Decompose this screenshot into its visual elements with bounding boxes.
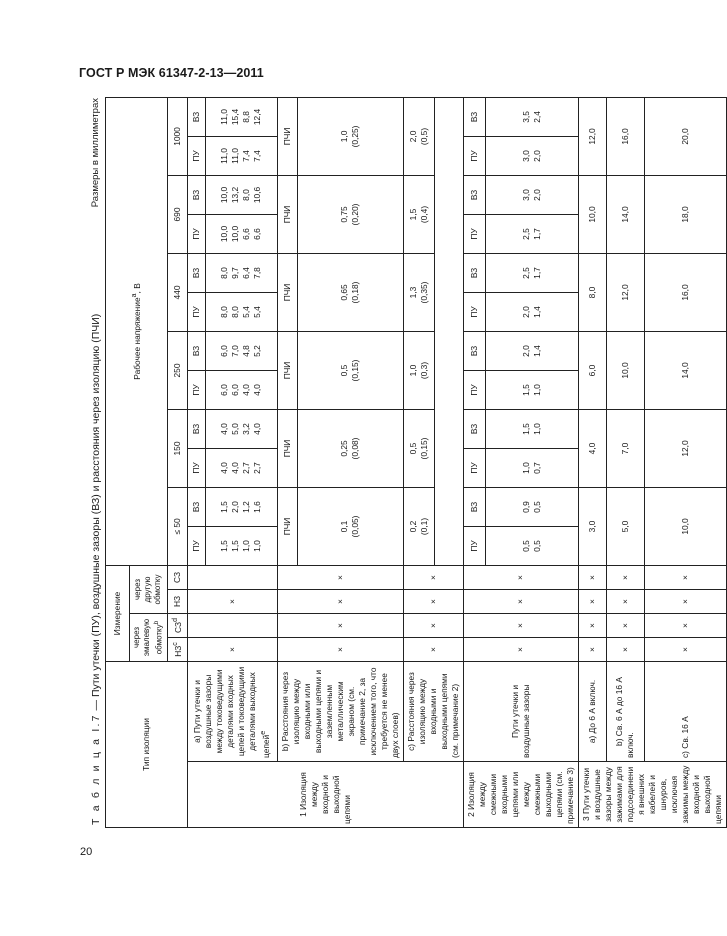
row-3c-val-2: 14,0 (644, 331, 726, 409)
header-sz-2: СЗ (167, 565, 187, 589)
table-row (187, 97, 205, 827)
row-2-pu-5: 3,0 2,0 (486, 136, 579, 175)
row-2-sub-pu-2: ПУ (463, 370, 485, 409)
sz-sup: d (172, 618, 180, 622)
row-2-nz: × (463, 637, 578, 661)
row-1a-sub-vz-0: ВЗ (187, 487, 205, 526)
row-2-sub-pu-4: ПУ (463, 214, 485, 253)
row-1b-val-3: 0,65 (0,18) (297, 253, 403, 331)
row-2-vz-5: 3,5 2,4 (486, 97, 579, 136)
row-1a-sub-pu-0: ПУ (187, 526, 205, 565)
row-3c-sz2: × (644, 565, 726, 589)
row-1a-vz-2: 6,0 7,0 4,8 5,2 (205, 331, 277, 370)
row-2-pu-0: 0,5 0,5 (486, 526, 579, 565)
row-2-pu-3: 2,0 1,4 (486, 292, 579, 331)
row-3c-nz: × (644, 637, 726, 661)
row-3c-sz: × (644, 613, 726, 637)
row-1a-sub-pu-1: ПУ (187, 448, 205, 487)
group-1-label: 1 Изоляция между входной и выходной цепями (187, 762, 463, 828)
row-1c-label: с) Расстояния через изоляцию между входными и выходными цепями (см. примечание 2) (403, 661, 463, 761)
row-2-sub-pu-5: ПУ (463, 136, 485, 175)
row-1b-pchi-1: ПЧИ (277, 409, 297, 487)
rotated-table-area (88, 98, 723, 828)
row-1c-val-3: 1,3 (0,35) (403, 253, 435, 331)
row-1b-pchi-2: ПЧИ (277, 331, 297, 409)
row-1a-vz-1: 4,0 5,0 3,2 4,0 (205, 409, 277, 448)
row-1a-nz: × (187, 637, 277, 661)
row-2-vz-4: 3,0 2,0 (486, 175, 579, 214)
row-3a-val-5: 12,0 (578, 97, 606, 175)
row-2-vz-0: 0,9 0,5 (486, 487, 579, 526)
row-1b-nz2: × (277, 589, 403, 613)
group-3-label: 3 Пути утечки и воздушные зазоры между зажимами для подсоединения внешних кабелей и шнуров, исключая зажимы между входной и выходной цепями (578, 762, 726, 828)
row-3c-nz2: × (644, 589, 726, 613)
header-voltage-0: ≤ 50 (167, 487, 187, 565)
voltage-label: Рабочее напряжение (132, 297, 143, 380)
row-1c-val-2: 1,0 (0,3) (403, 331, 435, 409)
row-2-vz-2: 2,0 1,4 (486, 331, 579, 370)
row-1b-val-1: 0,25 (0,08) (297, 409, 403, 487)
row-3a-val-4: 10,0 (578, 175, 606, 253)
row-1a-sub-pu-2: ПУ (187, 370, 205, 409)
row-3a-nz2: × (578, 589, 606, 613)
row-2-vz-1: 1,5 1,0 (486, 409, 579, 448)
voltage-unit: , В (132, 283, 143, 294)
row-2-label: Пути утечки и воздушные зазоры (463, 661, 578, 761)
row-2-sz: × (463, 613, 578, 637)
header-nz (167, 637, 187, 661)
header-row-1 (106, 97, 130, 827)
row-1a-text: а) Пути утечки и воздушные зазоры между токоведущими деталями входных цепей и токоведущими деталями выходных цепей (192, 666, 272, 758)
table-row (578, 97, 606, 827)
nz-sup: c (172, 642, 180, 646)
row-3c-label: с) Св. 16 А (644, 661, 726, 761)
row-3b-sz: × (606, 613, 644, 637)
row-1c-nz: × (403, 637, 463, 661)
row-1a-sub-pu-5: ПУ (187, 136, 205, 175)
header-voltage-2: 250 (167, 331, 187, 409)
row-3a-val-2: 6,0 (578, 331, 606, 409)
header-insulation-type: Тип изоляции (106, 661, 188, 827)
row-1a-sub-vz-4: ВЗ (187, 175, 205, 214)
enamel-label: через эмалевую обмотку (132, 618, 164, 657)
row-1a-sz (187, 613, 277, 637)
header-voltage-3: 440 (167, 253, 187, 331)
row-1c-val-1: 0,5 (0,15) (403, 409, 435, 487)
enamel-sup: b (153, 620, 160, 625)
row-1a-vz-5: 11,0 15,4 8,8 12,4 (205, 97, 277, 136)
row-3c-val-4: 18,0 (644, 175, 726, 253)
row-1b-pchi-3: ПЧИ (277, 253, 297, 331)
row-3c-val-1: 12,0 (644, 409, 726, 487)
row-3b-val-5: 16,0 (606, 97, 644, 175)
row-2-sub-pu-3: ПУ (463, 292, 485, 331)
row-1b-sz2: × (277, 565, 403, 589)
table-row (644, 97, 726, 827)
row-2-sub-pu-0: ПУ (463, 526, 485, 565)
row-1b-val-0: 0,1 (0,05) (297, 487, 403, 565)
row-1c-nz2: × (403, 589, 463, 613)
row-3a-val-3: 8,0 (578, 253, 606, 331)
row-2-nz2: × (463, 589, 578, 613)
row-1a-sup: e (260, 730, 268, 735)
table-row (277, 97, 297, 827)
header-sz (167, 613, 187, 637)
row-3b-sz2: × (606, 565, 644, 589)
rotated-content (88, 98, 723, 828)
units-note: Размеры в миллиметрах (90, 98, 101, 208)
row-3b-nz2: × (606, 589, 644, 613)
row-1c-val-4: 1,5 (0,4) (403, 175, 435, 253)
row-1a-sub-pu-4: ПУ (187, 214, 205, 253)
row-3c-val-0: 10,0 (644, 487, 726, 565)
table-caption (90, 314, 102, 825)
voltage-sup: a (131, 293, 139, 298)
row-3c-val-5: 20,0 (644, 97, 726, 175)
row-1a-label (187, 661, 277, 761)
row-1a-sub-vz-5: ВЗ (187, 97, 205, 136)
row-1a-pu-3: 8,0 8,0 5,4 5,4 (205, 292, 277, 331)
header-nz-2: НЗ (167, 589, 187, 613)
row-1b-val-4: 0,75 (0,20) (297, 175, 403, 253)
row-2-sz2: × (463, 565, 578, 589)
row-1a-pu-5: 11,0 11,0 7,4 7,4 (205, 136, 277, 175)
row-1b-label: b) Расстояния через изоляцию между входными или выходными цепями и заземленным металлическим экраном (см. примечание 2, за исключением того, что требуется не менее двух слоев) (277, 661, 403, 761)
row-1b-val-2: 0,5 (0,15) (297, 331, 403, 409)
caption-text: — Пути утечки (ПУ), воздушные зазоры (ВЗ) и расстояния через изоляцию (ПЧИ) (90, 313, 102, 714)
row-1a-sub-vz-2: ВЗ (187, 331, 205, 370)
row-1c-val-5: 2,0 (0,5) (403, 97, 435, 175)
header-voltage-4: 690 (167, 175, 187, 253)
row-1a-vz-0: 1,5 2,0 1,2 1,6 (205, 487, 277, 526)
row-2-sub-vz-2: ВЗ (463, 331, 485, 370)
row-1a-nz2: × (187, 589, 277, 613)
row-1c-spacer (435, 97, 463, 565)
row-3a-sz: × (578, 613, 606, 637)
caption-prefix: Т а б л и ц а I.7 (90, 713, 102, 825)
row-3b-nz: × (606, 637, 644, 661)
row-3a-label: а) До 6 А включ. (578, 661, 606, 761)
row-3b-val-0: 5,0 (606, 487, 644, 565)
row-1b-pchi-5: ПЧИ (277, 97, 297, 175)
row-2-sub-vz-3: ВЗ (463, 253, 485, 292)
row-1c-sz: × (403, 613, 463, 637)
row-3b-val-1: 7,0 (606, 409, 644, 487)
row-3c-val-3: 16,0 (644, 253, 726, 331)
row-1a-pu-0: 1,5 1,5 1,0 1,0 (205, 526, 277, 565)
header-voltage-1: 150 (167, 409, 187, 487)
header-enamel-winding (130, 613, 168, 661)
row-2-sub-vz-4: ВЗ (463, 175, 485, 214)
row-1a-sub-vz-3: ВЗ (187, 253, 205, 292)
row-1a-sub-pu-3: ПУ (187, 292, 205, 331)
row-2-pu-1: 1,0 0,7 (486, 448, 579, 487)
row-2-sub-vz-1: ВЗ (463, 409, 485, 448)
row-3b-val-4: 14,0 (606, 175, 644, 253)
table-row (606, 97, 644, 827)
document-header: ГОСТ Р МЭК 61347-2-13—2011 (79, 66, 264, 80)
row-2-vz-3: 2,5 1,7 (486, 253, 579, 292)
row-1a-vz-4: 10,0 13,2 8,0 10,6 (205, 175, 277, 214)
row-1a-vz-3: 8,0 9,7 6,4 7,8 (205, 253, 277, 292)
row-1b-sz: × (277, 613, 403, 637)
row-1b-nz: × (277, 637, 403, 661)
row-3b-val-3: 12,0 (606, 253, 644, 331)
row-1c-val-0: 0,2 (0,1) (403, 487, 435, 565)
header-measurement: Измерение (106, 565, 130, 661)
row-3a-val-0: 3,0 (578, 487, 606, 565)
table-row (463, 97, 485, 827)
row-2-sub-pu-1: ПУ (463, 448, 485, 487)
row-2-pu-4: 2,5 1,7 (486, 214, 579, 253)
row-3a-sz2: × (578, 565, 606, 589)
row-1b-val-5: 1,0 (0,25) (297, 97, 403, 175)
clearance-table (105, 97, 727, 828)
row-2-sub-vz-5: ВЗ (463, 97, 485, 136)
row-3b-label: b) Св. 6 А до 16 А включ. (606, 661, 644, 761)
sz-label: СЗ (173, 621, 184, 633)
row-2-pu-2: 1,5 1,0 (486, 370, 579, 409)
nz-label: НЗ (173, 645, 184, 657)
header-other-winding: через другую обмотку (130, 565, 168, 613)
row-1a-pu-4: 10,0 10,0 6,6 6,6 (205, 214, 277, 253)
row-1b-pchi-4: ПЧИ (277, 175, 297, 253)
row-3a-nz: × (578, 637, 606, 661)
page-number: 20 (80, 846, 93, 858)
row-2-sub-vz-0: ВЗ (463, 487, 485, 526)
row-1a-sub-vz-1: ВЗ (187, 409, 205, 448)
row-3a-val-1: 4,0 (578, 409, 606, 487)
header-voltage-5: 1000 (167, 97, 187, 175)
row-3b-val-2: 10,0 (606, 331, 644, 409)
row-1a-sz2 (187, 565, 277, 589)
row-1a-pu-1: 4,0 4,0 2,7 2,7 (205, 448, 277, 487)
row-1a-pu-2: 6,0 6,0 4,0 4,0 (205, 370, 277, 409)
header-working-voltage (106, 97, 168, 565)
row-1c-sz2: × (403, 565, 463, 589)
table-row (403, 97, 435, 827)
group-2-label: 2 Изоляция между смежными входными цепями или между смежными выходными цепями (см. примечание 3) (463, 762, 578, 828)
row-1b-pchi-0: ПЧИ (277, 487, 297, 565)
